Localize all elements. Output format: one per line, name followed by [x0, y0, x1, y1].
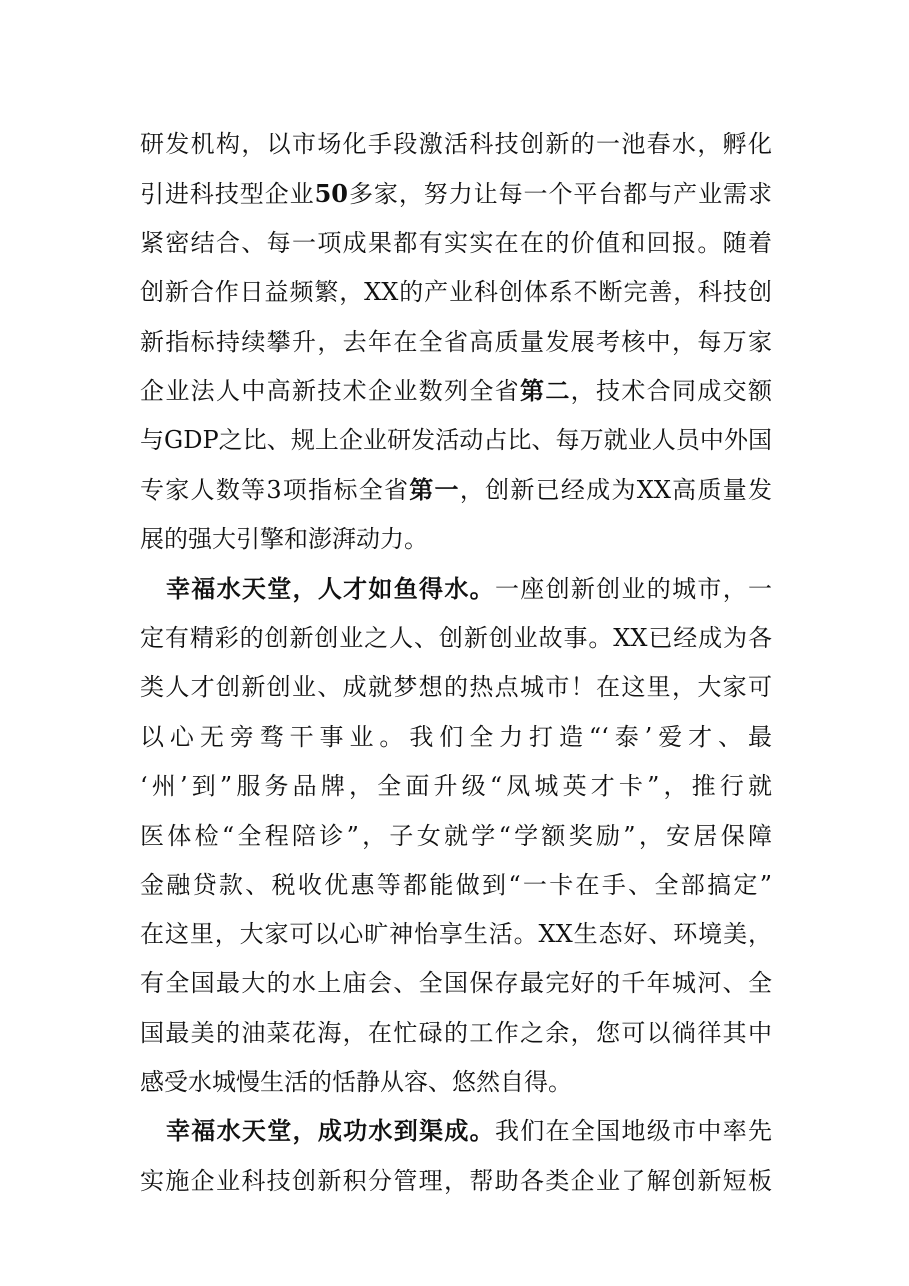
- text-line: 新指标持续攀升，去年在全省高质量发展考核中，每万家: [140, 328, 772, 356]
- text-line: 金融贷款、税收优惠等都能做到“一卡在手、全部搞定”: [140, 871, 772, 899]
- section-heading: 幸福水天堂，人才如鱼得水。: [166, 574, 495, 603]
- text-line: 实施企业科技创新积分管理，帮助各类企业了解创新短板: [140, 1167, 772, 1195]
- text-line: 国最美的油菜花海，在忙碌的工作之余，您可以徜徉其中: [140, 1019, 772, 1047]
- text-line: 引进科技型企业50多家，努力让每一个平台都与产业需求: [140, 179, 772, 208]
- text-line: 定有精彩的创新创业之人、创新创业故事。XX已经成为各: [140, 624, 772, 652]
- paragraph-end-line: 展的强大引擎和澎湃动力。: [140, 525, 428, 553]
- text-line: 在这里，大家可以心旷神怡享生活。XX生态好、环境美，: [140, 920, 772, 948]
- text-line: 企业法人中高新技术企业数列全省第二，技术合同成交额: [140, 376, 772, 405]
- text-line: 专家人数等3项指标全省第一，创新已经成为XX高质量发: [140, 475, 772, 504]
- text-line: 研发机构，以市场化手段激活科技创新的一池春水，孵化: [140, 130, 772, 158]
- paragraph-end-line: 感受水城慢生活的恬静从容、悠然自得。: [140, 1068, 572, 1096]
- text-line: ‘州’到”服务品牌，全面升级“凤城英才卡”，推行就: [140, 772, 772, 800]
- text-line: 有全国最大的水上庙会、全国保存最完好的千年城河、全: [140, 969, 772, 997]
- text-line: 类人才创新创业、成就梦想的热点城市！在这里，大家可: [140, 673, 772, 701]
- text-line: 以心无旁骛干事业。我们全力打造“‘泰’爱才、最: [140, 723, 772, 751]
- paragraph-heading-line: 幸福水天堂，人才如鱼得水。一座创新创业的城市，一: [166, 574, 772, 603]
- text-line: 医体检“全程陪诊”，子女就学“学额奖励”，安居保障: [140, 822, 772, 850]
- text-line: 紧密结合、每一项成果都有实实在在的价值和回报。随着: [140, 229, 772, 257]
- text-line: 与GDP之比、规上企业研发活动占比、每万就业人员中外国: [140, 426, 772, 454]
- section-heading: 幸福水天堂，成功水到渠成。: [166, 1116, 495, 1145]
- text-line: 创新合作日益频繁，XX的产业科创体系不断完善，科技创: [140, 278, 772, 306]
- paragraph-heading-line: 幸福水天堂，成功水到渠成。我们在全国地级市中率先: [166, 1116, 772, 1145]
